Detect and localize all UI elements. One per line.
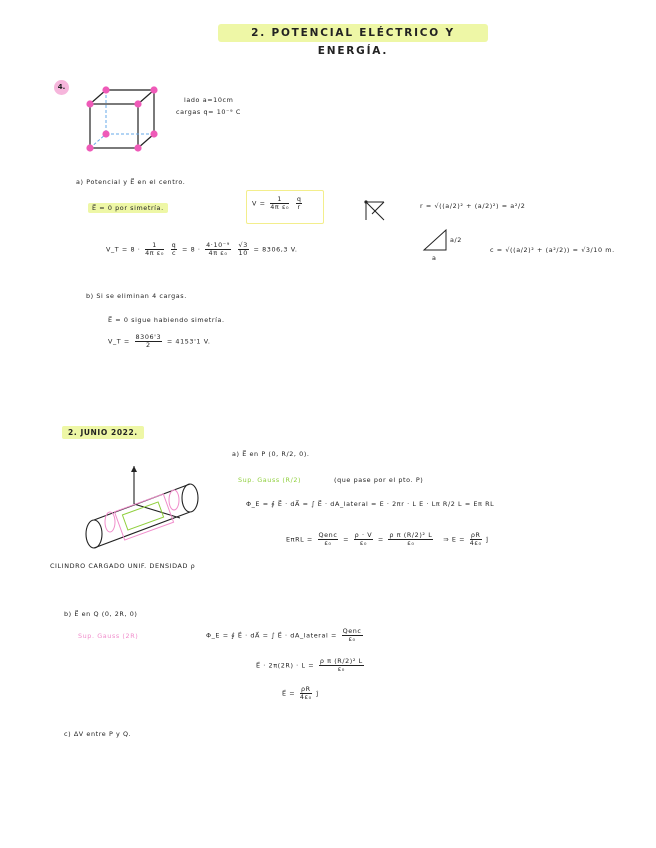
given-charges: cargas q= 10⁻⁹ C [176,108,241,116]
part-b-line1: E⃗ = 0 sigue habiendo simetría. [108,316,225,324]
part2b-heading: b) E⃗ en Q (0, 2R, 0) [64,610,138,618]
c-formula: c = √((a/2)² + (a²/2)) = √3/10 m. [490,246,615,254]
triangle-leg-a2: a/2 [450,236,462,244]
flux-line: Φ_E = ∮ E⃗ · dA⃗ = ∫ E⃗ · dA_lateral = E · 2πr · L E · Lπ R/2 L = Eπ RL [246,500,495,508]
gauss-surface-a-note: (que pase por el pto. P) [334,476,424,484]
cylinder-diagram [80,462,230,562]
part-b-heading: b) Si se eliminan 4 cargas. [86,292,187,300]
triangle-leg-a: a [432,254,437,262]
gauss-surface-a: Sup. Gauss (R/2) [238,476,302,484]
gauss-surface-b: Sup. Gauss (2R) [78,632,139,640]
gauss-equation: EπRL = $\frac{\text{Qenc}}{\text{ε₀}}$ = $\frac{\rho \cdot V}{\text{ε₀}}$ = $\frac{\text{ρ π (R/2)² L}}{\text{ε₀}}$ ⇒ E = $\frac{\rho R}{\text{4ε₀}}$ ĵ [286,531,489,547]
half-diagonal-sketch [358,196,398,226]
flux-b: Φ_E = ∮ E⃗ · dA⃗ = ∫ E⃗ · dA_lateral = $\frac{\text{Qenc}}{\text{ε₀}}$ [206,627,362,643]
part2c-heading: c) ΔV entre P y Q. [64,730,132,738]
problem2-heading: 2. JUNIO 2022. [62,428,144,437]
given-side: lado a=10cm [184,96,234,104]
eq-b: E⃗ · 2π(2R) · L = $\frac{\text{ρ π (R/2)² L}}{\text{ε₀}}$ [256,657,363,673]
cube-diagram [82,84,162,154]
problem-number: 4. [54,80,69,95]
result-b: E⃗ = $\frac{\rho R}{\text{4ε₀}}$ ĵ [282,685,319,701]
v-formula: V = $\frac{1}{\text{4π ε₀}}$ $\frac{q}{r}$ [252,195,302,211]
part-b-vt: V_T = $\frac{8306'3}{2}$ = 4153'1 V. [108,333,211,349]
cylinder-caption: CILINDRO CARGADO UNIF. DENSIDAD ρ [50,562,196,570]
part-a-heading: a) Potencial y E⃗ en el centro. [76,178,186,186]
r-formula: r = √((a/2)² + (a/2)²) = a²/2 [420,202,526,210]
vt-equation: V_T = 8 · $\frac{1}{\text{4π ε₀}}$ $\frac{q}{c}$ = 8 · $\frac{\text{4·10⁻⁹}}{\text{4π ε₀}}$ $\frac{√3}{10}$ = 8306,3 V. [106,241,298,257]
e-zero-statement: E⃗ = 0 por simetría. [88,204,168,212]
part2a-heading: a) E⃗ en P (0, R/2, 0). [232,450,310,458]
page-title: 2. POTENCIAL ELÉCTRICO Y ENERGÍA. [218,24,488,42]
